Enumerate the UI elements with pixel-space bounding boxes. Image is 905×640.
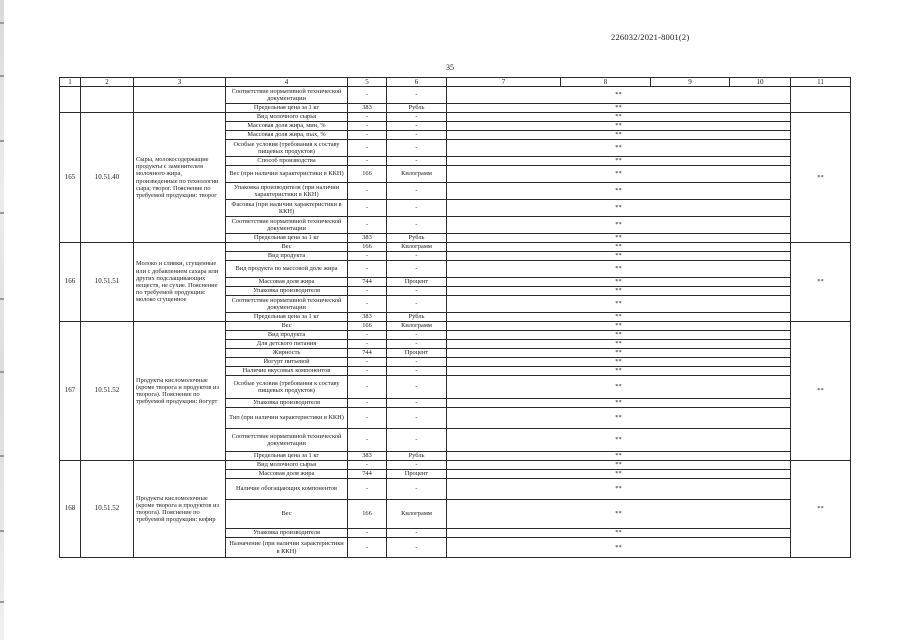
header-col-9: 9 [651,78,730,87]
header-col-10: 10 [730,78,791,87]
unit-code: 383 [348,104,387,113]
characteristic: Наличие обогащающих компонентов [226,479,348,500]
table-row [60,87,851,104]
value: ** [447,358,791,367]
unit-name: - [387,296,447,313]
unit-code: - [348,261,387,278]
unit-name: - [387,408,447,429]
characteristic: Вес [226,500,348,529]
characteristic: Массовая доля жира [226,278,348,287]
value: ** [447,261,791,278]
characteristic: Упаковка производителя [226,287,348,296]
header-col-3: 3 [134,78,226,87]
value: ** [447,461,791,470]
unit-name: - [387,429,447,452]
unit-code: - [348,429,387,452]
characteristic: Вид молочного сырья [226,113,348,122]
characteristic: Соответствие нормативной технической документации [226,429,348,452]
value: ** [447,200,791,217]
row-number [60,87,81,113]
characteristic: Массовая доля жира [226,470,348,479]
unit-code: - [348,461,387,470]
value: ** [447,296,791,313]
value: ** [447,313,791,322]
unit-code: 166 [348,166,387,183]
unit-code: - [348,340,387,349]
unit-name: - [387,287,447,296]
unit-name: Процент [387,349,447,358]
characteristic: Назначение (при наличии характеристики в ККН) [226,538,348,558]
unit-name: - [387,252,447,261]
unit-name: Процент [387,278,447,287]
unit-name: Рубль [387,234,447,243]
value: ** [447,376,791,399]
note [791,87,851,113]
unit-code: - [348,529,387,538]
value: ** [447,500,791,529]
unit-code: - [348,183,387,200]
unit-name: - [387,538,447,558]
okpd-code: 10.51.52 [81,322,134,461]
unit-name: - [387,376,447,399]
unit-name: - [387,479,447,500]
unit-code: - [348,331,387,340]
row-number: 167 [60,322,81,461]
value: ** [447,140,791,157]
value: ** [447,287,791,296]
unit-name: - [387,131,447,140]
value: ** [447,166,791,183]
okpd-code [81,87,134,113]
unit-code: 744 [348,349,387,358]
table-row [60,113,851,122]
product-name: Сыры, молокосодержащие продукты с заменителем молочного жира, произведенные по технологии сыра; творог. Пояснение по требуемой продукции: творог [134,113,226,243]
okpd-code: 10.51.51 [81,243,134,322]
unit-code: - [348,217,387,234]
characteristic: Для детского питания [226,340,348,349]
unit-code: - [348,131,387,140]
unit-code: - [348,358,387,367]
characteristic: Особые условия (требования к составу пищевых продуктов) [226,140,348,157]
unit-code: - [348,140,387,157]
unit-code: - [348,287,387,296]
okpd-code: 10.51.52 [81,461,134,558]
unit-name: - [387,340,447,349]
value: ** [447,217,791,234]
page-number: 35 [446,63,454,72]
unit-code: 166 [348,322,387,331]
characteristic: Вид продукта [226,252,348,261]
value: ** [447,479,791,500]
unit-code: - [348,87,387,104]
unit-name: Процент [387,470,447,479]
unit-name: - [387,261,447,278]
unit-code: 383 [348,313,387,322]
characteristic: Упаковка производителя [226,529,348,538]
unit-code: 166 [348,500,387,529]
value: ** [447,470,791,479]
characteristic: Вес [226,322,348,331]
value: ** [447,234,791,243]
unit-name: Рубль [387,313,447,322]
note: ** [791,243,851,322]
unit-name: - [387,157,447,166]
characteristic: Массовая доля жира, мин, % [226,122,348,131]
row-number: 168 [60,461,81,558]
characteristic: Предельная цена за 1 кг [226,104,348,113]
characteristic: Вид продукта по массовой доле жира [226,261,348,278]
product-name [134,87,226,113]
value: ** [447,340,791,349]
unit-name: - [387,200,447,217]
characteristic: Способ производства [226,157,348,166]
characteristic: Тип (при наличии характеристики в ККН) [226,408,348,429]
table-row [60,322,851,331]
characteristic: Жирность [226,349,348,358]
characteristic: Массовая доля жира, max, % [226,131,348,140]
value: ** [447,367,791,376]
characteristic: Соответствие нормативной технической документации [226,296,348,313]
header-col-7: 7 [447,78,561,87]
unit-code: 166 [348,243,387,252]
table-row [60,243,851,252]
unit-name: - [387,529,447,538]
characteristics-table [59,77,851,558]
header-col-4: 4 [226,78,348,87]
unit-code: - [348,113,387,122]
unit-code: - [348,479,387,500]
note: ** [791,322,851,461]
characteristic: Наличие вкусовых компонентов [226,367,348,376]
characteristic: Вес (при наличии характеристики в ККН) [226,166,348,183]
characteristic: Фасовка (при наличии характеристики в ККН) [226,200,348,217]
value: ** [447,104,791,113]
unit-name: - [387,367,447,376]
value: ** [447,331,791,340]
characteristic: Предельная цена за 1 кг [226,313,348,322]
unit-name: - [387,87,447,104]
characteristic: Упаковка производителя (при наличии характеристики в ККН) [226,183,348,200]
characteristic: Вид продукта [226,331,348,340]
unit-code: 744 [348,470,387,479]
value: ** [447,252,791,261]
value: ** [447,322,791,331]
unit-code: - [348,252,387,261]
unit-code: - [348,376,387,399]
row-number: 166 [60,243,81,322]
unit-name: Килограмм [387,322,447,331]
unit-code: 744 [348,278,387,287]
value: ** [447,157,791,166]
value: ** [447,349,791,358]
unit-name: - [387,399,447,408]
unit-name: Килограмм [387,500,447,529]
value: ** [447,278,791,287]
unit-code: 383 [348,234,387,243]
unit-code: - [348,408,387,429]
unit-name: - [387,122,447,131]
characteristic: Предельная цена за 1 кг [226,452,348,461]
value: ** [447,429,791,452]
note: ** [791,113,851,243]
unit-name: Килограмм [387,243,447,252]
unit-code: - [348,157,387,166]
unit-name: - [387,217,447,234]
unit-code: - [348,200,387,217]
header-col-1: 1 [60,78,81,87]
unit-name: - [387,331,447,340]
characteristic: Вид молочного сырья [226,461,348,470]
value: ** [447,122,791,131]
unit-name: - [387,113,447,122]
unit-name: - [387,358,447,367]
unit-name: Килограмм [387,166,447,183]
characteristic: Вес [226,243,348,252]
value: ** [447,131,791,140]
unit-name: Рубль [387,452,447,461]
unit-code: - [348,399,387,408]
unit-code: - [348,122,387,131]
value: ** [447,113,791,122]
value: ** [447,538,791,558]
unit-code: - [348,367,387,376]
value: ** [447,399,791,408]
scan-edge [0,0,4,640]
characteristic: Йогурт питьевой [226,358,348,367]
note: ** [791,461,851,558]
header-col-6: 6 [387,78,447,87]
unit-name: - [387,461,447,470]
unit-code: - [348,538,387,558]
row-number: 165 [60,113,81,243]
header-col-5: 5 [348,78,387,87]
table-row [60,461,851,470]
value: ** [447,87,791,104]
document-reference: 226032/2021-8001(2) [611,32,690,42]
unit-name: Рубль [387,104,447,113]
unit-name: - [387,183,447,200]
product-name: Продукты кисломолочные (кроме творога и продуктов из творога). Пояснение по требуемой продукции: йогурт [134,322,226,461]
characteristic: Соответствие нормативной технической документации [226,87,348,104]
unit-code: - [348,296,387,313]
characteristic: Предельная цена за 1 кг [226,234,348,243]
value: ** [447,452,791,461]
characteristic: Соответствие нормативной технической документации [226,217,348,234]
characteristic: Особые условия (требования к составу пищевых продуктов) [226,376,348,399]
value: ** [447,408,791,429]
unit-code: 383 [348,452,387,461]
okpd-code: 10.51.40 [81,113,134,243]
value: ** [447,183,791,200]
characteristic: Упаковка производителя [226,399,348,408]
value: ** [447,243,791,252]
product-name: Молоко и сливки, сгущенные или с добавлением сахара или других подслащивающих веществ, не сухие. Пояснение по требуемой продукции: молоко сгущенное [134,243,226,322]
product-name: Продукты кисломолочные (кроме творога и продуктов из творога). Пояснение по требуемой продукции: кефир [134,461,226,558]
value: ** [447,529,791,538]
unit-name: - [387,140,447,157]
header-col-2: 2 [81,78,134,87]
header-col-8: 8 [561,78,651,87]
header-col-11: 11 [791,78,851,87]
